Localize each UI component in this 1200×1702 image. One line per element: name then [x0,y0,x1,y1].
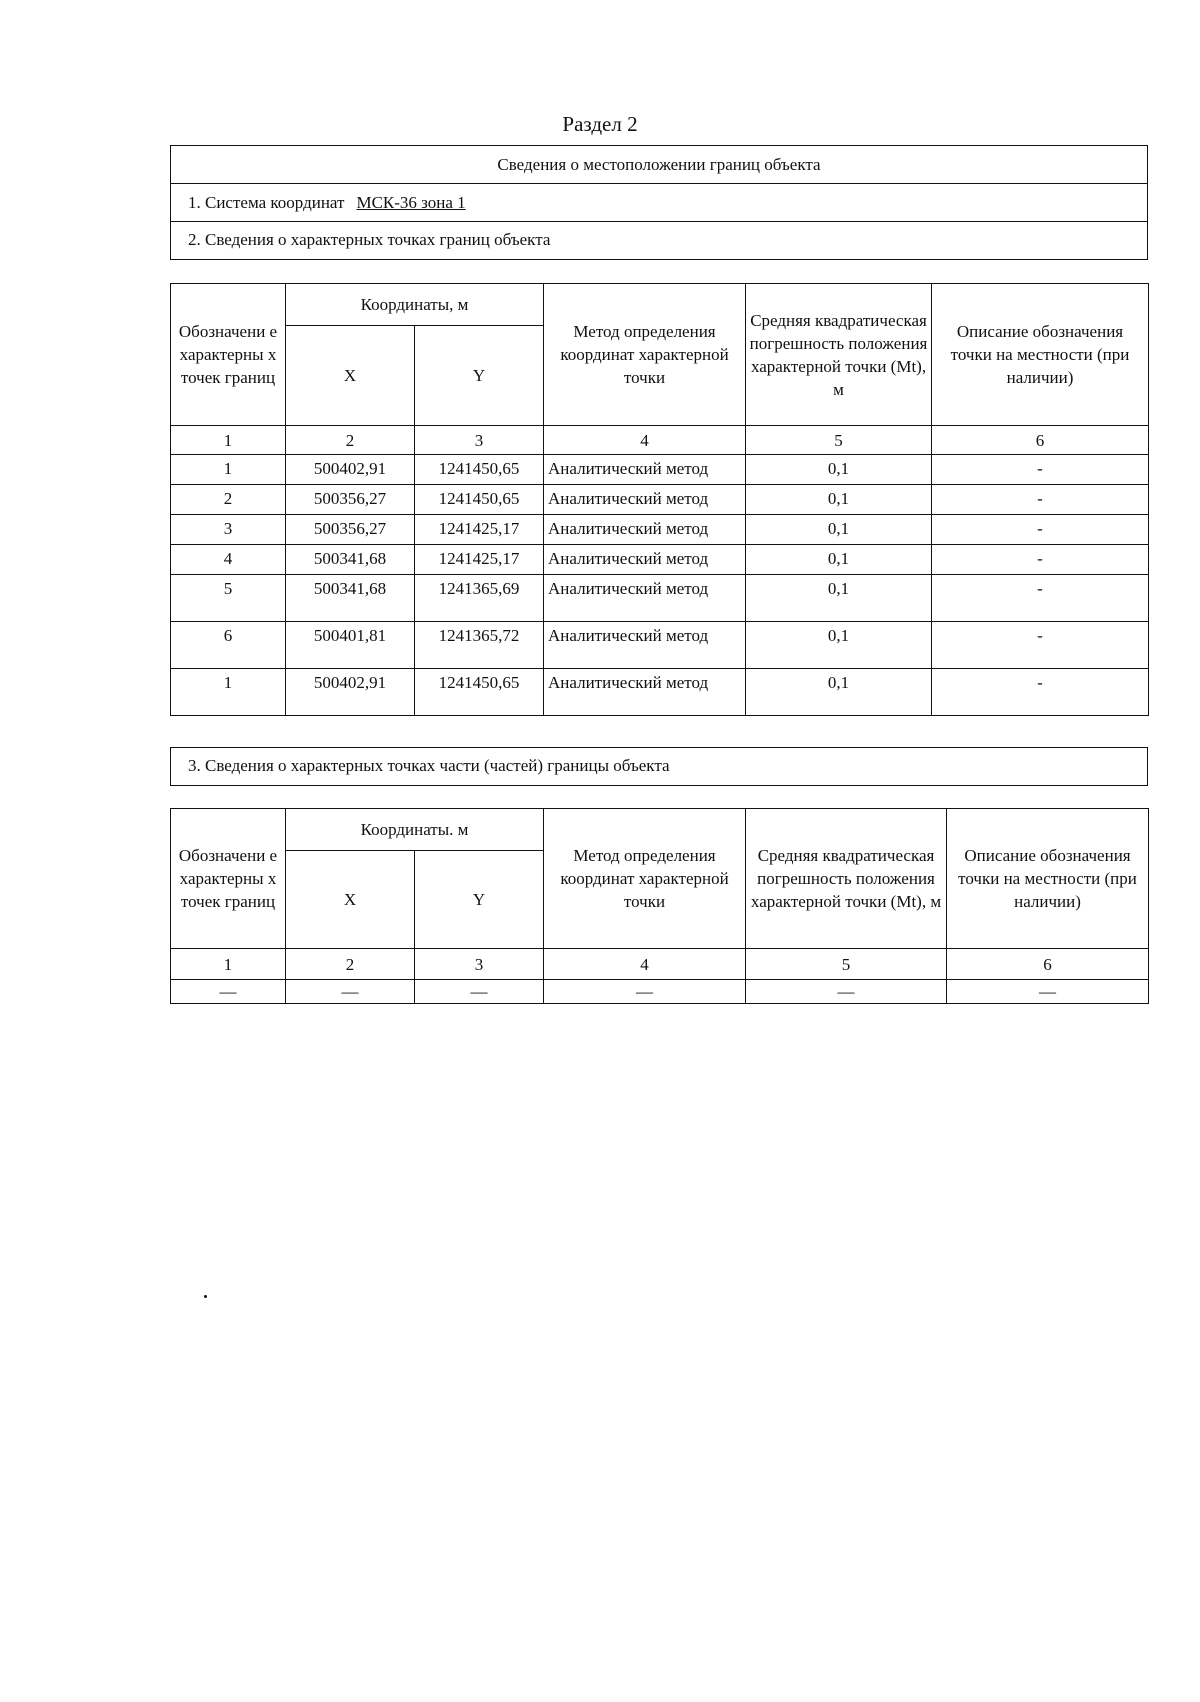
point-number-cell: 3 [171,515,286,545]
column-numbers-row [171,426,1149,455]
parts-heading: 3. Сведения о характерных точках части (частей) границы объекта [188,756,670,775]
table-row [171,980,1149,1004]
table-row [171,622,1149,669]
method-cell: Аналитический метод [544,455,746,485]
method-cell: Аналитический метод [544,622,746,669]
header-designation: Обозначени е характерны х точек границ [171,284,286,426]
description-cell: - [932,575,1149,622]
description-cell: - [932,545,1149,575]
coord-system-row [171,183,1147,221]
mt-cell: 0,1 [746,455,932,485]
description-cell: - [932,515,1149,545]
mt-cell: 0,1 [746,515,932,545]
description-cell: - [932,669,1149,716]
col-number: 2 [286,949,415,980]
header-designation: Обозначени е характерны х точек границ [171,809,286,949]
header-y: Y [415,851,544,949]
point-number-cell: 2 [171,485,286,515]
header-x: X [286,851,415,949]
parts-heading-box [170,747,1148,786]
x-cell: 500341,68 [286,545,415,575]
header-heading: Сведения о местоположении границ объекта [497,154,821,174]
header-coordinates: Координаты, м [286,284,544,326]
description-cell: - [932,622,1149,669]
col-number: 5 [746,949,947,980]
empty-dash-cell: — [947,980,1149,1004]
method-cell: Аналитический метод [544,669,746,716]
y-cell: 1241450,65 [415,485,544,515]
col-number: 2 [286,426,415,455]
x-cell: 500401,81 [286,622,415,669]
x-cell: 500356,27 [286,485,415,515]
col-number: 1 [171,426,286,455]
col-number: 4 [544,426,746,455]
point-number-cell: 6 [171,622,286,669]
mt-cell: 0,1 [746,669,932,716]
empty-dash-cell: — [286,980,415,1004]
col-number: 6 [932,426,1149,455]
y-cell: 1241425,17 [415,515,544,545]
col-number: 3 [415,426,544,455]
y-cell: 1241365,69 [415,575,544,622]
col-number: 1 [171,949,286,980]
header-description: Описание обозначения точки на местности (при наличии) [947,809,1149,949]
description-cell: - [932,455,1149,485]
coord-system-label: 1. Система координат [188,192,345,212]
mt-cell: 0,1 [746,575,932,622]
col-number: 6 [947,949,1149,980]
y-cell: 1241425,17 [415,545,544,575]
method-cell: Аналитический метод [544,575,746,622]
empty-dash-cell: — [746,980,947,1004]
boundary-points-table [170,283,1149,716]
description-cell: - [932,485,1149,515]
header-method: Метод определения координат характерной точки [544,809,746,949]
table-row [171,545,1149,575]
table-row [171,575,1149,622]
column-numbers-row [171,949,1149,980]
col-number: 4 [544,949,746,980]
y-cell: 1241450,65 [415,669,544,716]
point-number-cell: 1 [171,455,286,485]
point-number-cell: 4 [171,545,286,575]
section-title: Раздел 2 [562,112,638,136]
y-cell: 1241450,65 [415,455,544,485]
header-description: Описание обозначения точки на местности (при наличии) [932,284,1149,426]
header-method: Метод определения координат характерной точки [544,284,746,426]
table-row [171,515,1149,545]
header-x: X [286,326,415,426]
x-cell: 500402,91 [286,669,415,716]
empty-dash-cell: — [171,980,286,1004]
mt-cell: 0,1 [746,622,932,669]
method-cell: Аналитический метод [544,515,746,545]
header-error: Средняя квадратическая погрешность положения характерной точки (Mt), м [746,284,932,426]
col-number: 5 [746,426,932,455]
y-cell: 1241365,72 [415,622,544,669]
col-number: 3 [415,949,544,980]
x-cell: 500341,68 [286,575,415,622]
table-row [171,485,1149,515]
method-cell: Аналитический метод [544,485,746,515]
x-cell: 500402,91 [286,455,415,485]
scan-speck [204,1295,207,1298]
coord-system-value: МСК-36 зона 1 [356,192,466,212]
mt-cell: 0,1 [746,485,932,515]
part-points-table [170,808,1149,1004]
header-coordinates: Координаты. м [286,809,544,851]
header-y: Y [415,326,544,426]
header-box [170,145,1148,260]
table-row [171,455,1149,485]
table-row [171,669,1149,716]
method-cell: Аналитический метод [544,545,746,575]
x-cell: 500356,27 [286,515,415,545]
mt-cell: 0,1 [746,545,932,575]
point-number-cell: 5 [171,575,286,622]
points-heading: 2. Сведения о характерных точках границ объекта [171,221,1147,258]
point-number-cell: 1 [171,669,286,716]
empty-dash-cell: — [415,980,544,1004]
empty-dash-cell: — [544,980,746,1004]
header-error: Средняя квадратическая погрешность положения характерной точки (Mt), м [746,809,947,949]
